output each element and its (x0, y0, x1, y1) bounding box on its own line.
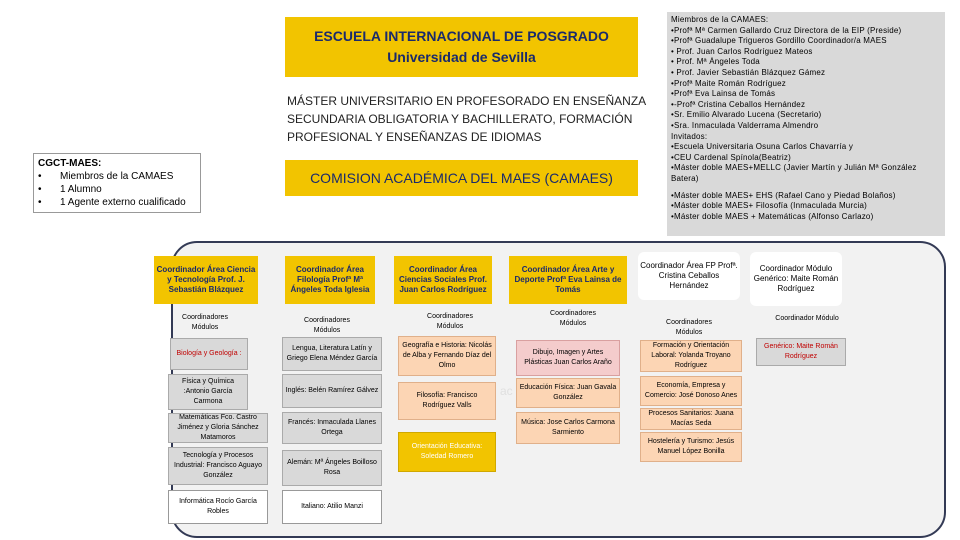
module-label: Física y Química :Antonio García Carmona (181, 378, 235, 405)
university-name: Universidad de Sevilla (387, 49, 536, 65)
area-header-label: Coordinador Área Ciencias Sociales Prof. Juan Carlos Rodríguez (398, 265, 488, 294)
area-header-generic (750, 252, 842, 306)
camaes-title: COMISION ACADÉMICA DEL MAES (CAMAES) (310, 170, 613, 186)
module-cell (168, 413, 268, 443)
members-line: •Profª Eva Lainsa de Tomás (671, 89, 776, 99)
members-line: Batera) (671, 173, 699, 183)
members-line: Invitados: (671, 131, 708, 141)
members-line: •Profª Maite Román Rodríguez (671, 78, 786, 88)
module-label: Educación Física: Juan Gavala González (519, 384, 617, 401)
module-cell (516, 412, 620, 444)
members-box (667, 12, 945, 236)
area-header-label: Coordinador Área Filología Profª Mª Ángeles Toda Iglesia (290, 265, 370, 294)
list-item (38, 170, 196, 183)
module-label: Orientación Educativa: Soledad Romero (411, 443, 483, 460)
cgct-title: CGCT-MAES: (38, 158, 102, 169)
module-cell (282, 337, 382, 371)
module-label: Hostelería y Turismo: Jesús Manuel López Bonilla (647, 438, 735, 455)
faint-text: ac (500, 384, 513, 398)
members-line: •Máster doble MAES+ Filosofía (Inmaculada Murcia) (671, 201, 868, 211)
camaes-title-box (285, 160, 638, 196)
module-cell (756, 338, 846, 366)
module-label: Tecnología y Procesos Industrial: Francisco Aguayo González (174, 452, 262, 479)
list-item-label: 1 Agente externo cualificado (60, 197, 186, 208)
area-header-social (394, 256, 492, 304)
members-line: • Prof. Juan Carlos Rodríguez Mateos (671, 46, 813, 56)
members-line: Miembros de la CAMAES: (671, 15, 769, 24)
module-cell (170, 338, 248, 370)
module-cell (168, 447, 268, 485)
module-label: Inglés: Belén Ramírez Gálvez (285, 387, 379, 394)
modules-label: Coordinador Módulo (775, 315, 839, 322)
area-header-fp (638, 252, 740, 300)
module-label: Formación y Orientación Laboral: Yolanda Troyano Rodríguez (651, 342, 731, 369)
module-cell (640, 432, 742, 462)
area-header-label: Coordinador Área Ciencia y Tecnología Prof. J. Sebastián Blázquez (156, 265, 256, 294)
cgct-list (38, 170, 196, 209)
module-label: Francés: Inmaculada Llanes Ortega (288, 419, 376, 436)
master-title (287, 92, 647, 146)
list-item-label: Miembros de la CAMAES (60, 171, 174, 182)
module-label: Dibujo, Imagen y Artes Plásticas Juan Carlos Araño (524, 349, 612, 366)
module-cell (168, 490, 268, 524)
module-cell (282, 490, 382, 524)
module-cell (398, 432, 496, 472)
module-cell (282, 374, 382, 408)
members-line: • Prof. Mª Ángeles Toda (671, 57, 760, 67)
modules-label: Coordinadores Módulos (550, 310, 596, 327)
module-label: Biología y Geología : (176, 350, 242, 357)
module-cell (640, 340, 742, 372)
module-label: Genérico: Maite Román Rodríguez (764, 343, 838, 360)
members-line: • Prof. Javier Sebastián Blázquez Gámez (671, 67, 826, 77)
members-line: •Sra. Inmaculada Valderrama Almendro (671, 120, 819, 130)
modules-label: Coordinadores Módulos (666, 319, 712, 336)
school-title: ESCUELA INTERNACIONAL DE POSGRADO (314, 28, 609, 44)
school-title-box (285, 17, 638, 77)
bullet-icon: • (38, 171, 42, 182)
module-label: Procesos Sanitarios: Juana Macías Seda (648, 410, 734, 427)
module-label: Informática Rocío García Robles (179, 498, 257, 515)
module-label: Italiano: Atilio Manzi (301, 503, 363, 510)
module-label: Alemán: Mª Ángeles Boilloso Rosa (287, 459, 377, 476)
module-label: Filosofía: Francisco Rodríguez Valls (416, 392, 478, 409)
modules-label: Coordinadores Módulos (427, 313, 473, 330)
module-cell (640, 376, 742, 406)
cgct-box (33, 153, 201, 213)
area-header-label: Coordinador Área Arte y Deporte Profª Eva Lainsa de Tomás (514, 265, 622, 294)
members-line: •Máster doble MAES+MELLC (Javier Martín y Julián Mª González (671, 163, 917, 173)
members-line: •Sr. Emilio Alvarado Lucena (Secretario) (671, 110, 822, 120)
module-cell (516, 340, 620, 376)
area-header-science (154, 256, 258, 304)
list-item-label: 1 Alumno (60, 184, 102, 195)
module-cell (282, 412, 382, 444)
bullet-icon: • (38, 197, 42, 208)
members-line: •-Profª Cristina Ceballos Hernández (671, 99, 806, 109)
module-cell (282, 450, 382, 486)
module-label: Geografía e Historia: Nicolás de Alba y Fernando Díaz del Olmo (402, 342, 492, 369)
module-cell (168, 374, 248, 410)
members-line: •CEU Cardenal Spínola(Beatriz) (671, 152, 791, 162)
module-label: Matemáticas Fco. Castro Jiménez y Gloria Sánchez Matamoros (177, 414, 259, 441)
modules-label: Coordinadores Módulos (304, 317, 350, 334)
module-label: Economía, Empresa y Comercio: José Donoso Anes (644, 382, 738, 399)
area-header-philology (285, 256, 375, 304)
bullet-icon: • (38, 184, 42, 195)
module-cell (398, 336, 496, 376)
list-item (38, 183, 196, 196)
master-title-line: SECUNDARIA OBLIGATORIA Y BACHILLERATO, FORMACIÓN (287, 112, 633, 126)
area-header-art (509, 256, 627, 304)
module-cell (398, 382, 496, 420)
module-cell (640, 408, 742, 430)
module-label: Música: Jose Carlos Carmona Sarmiento (521, 419, 615, 436)
module-cell (516, 378, 620, 408)
modules-label: Coordinadores Módulos (182, 314, 228, 331)
list-item (38, 196, 196, 209)
members-line: •Escuela Universitaria Osuna Carlos Chavarría y (671, 142, 854, 152)
members-line: •Máster doble MAES+ EHS (Rafael Cano y Piedad Bolaños) (671, 190, 896, 200)
area-header-label: Coordinador Módulo Genérico: Maite Román Rodríguez (753, 264, 839, 293)
module-label: Lengua, Literatura Latín y Griego Elena Méndez García (286, 345, 378, 362)
members-line: •Profª Guadalupe Trigueros Gordillo Coordinador/a MAES (671, 36, 887, 46)
area-header-label: Coordinador Área FP Profª. Cristina Ceballos Hernández (640, 261, 738, 290)
master-title-line: PROFESIONAL Y ENSEÑANZAS DE IDIOMAS (287, 130, 542, 144)
members-line: •Profª Mª Carmen Gallardo Cruz Directora de la EIP (Preside) (671, 25, 902, 35)
members-line: •Máster doble MAES + Matemáticas (Alfonso Carlazo) (671, 211, 874, 221)
master-title-line: MÁSTER UNIVERSITARIO EN PROFESORADO EN ENSEÑANZA (287, 94, 647, 108)
